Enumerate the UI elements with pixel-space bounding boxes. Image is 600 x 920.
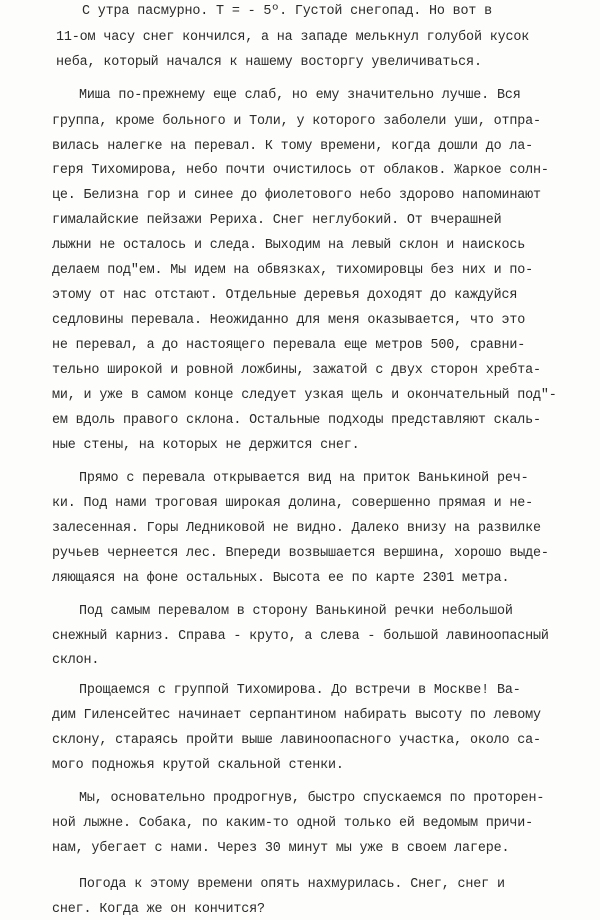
text-line: снег. Когда же он кончится? bbox=[52, 902, 265, 917]
text-line: седловины перевала. Неожиданно для меня оказывается, что это bbox=[52, 313, 526, 328]
text-line: 11-ом часу снег кончился, а на западе мелькнул голубой кусок bbox=[56, 30, 530, 45]
text-line: нам, убегает с нами. Через 30 минут мы уже в своем лагере. bbox=[52, 841, 510, 856]
text-line: ные стены, на которых не держится снег. bbox=[52, 438, 360, 453]
text-line: гималайские пейзажи Рериха. Снег неглубокий. От вчерашней bbox=[52, 213, 502, 228]
text-line: делаем под"ем. Мы идем на обвязках, тихомировцы без них и по- bbox=[52, 263, 534, 278]
text-line: ной лыжне. Собака, по каким-то одной только ей ведомым причи- bbox=[52, 816, 534, 831]
text-line: мого подножья крутой скальной стенки. bbox=[52, 758, 344, 773]
text-line: Погода к этому времени опять нахмурилась. Снег, снег и bbox=[79, 877, 505, 892]
text-line: ляющаяся на фоне остальных. Высота ее по карте 2301 метра. bbox=[52, 571, 510, 586]
text-line: ки. Под нами троговая широкая долина, совершенно прямая и не- bbox=[52, 496, 534, 511]
text-line: С утра пасмурно. Т = - 5º. Густой снегопад. Но вот в bbox=[82, 4, 493, 19]
text-line: вилась налегке на перевал. К тому времени, когда дошли до ла- bbox=[52, 139, 534, 154]
text-line: Прощаемся с группой Тихомирова. До встречи в Москве! Ва- bbox=[79, 683, 521, 698]
text-line: Под самым перевалом в сторону Ванькиной речки небольшой bbox=[79, 604, 513, 619]
text-line: ручьев чернеется лес. Впереди возвышается вершина, хорошо выде- bbox=[52, 546, 549, 561]
text-line: склон. bbox=[52, 653, 100, 668]
text-line: Прямо с перевала открывается вид на приток Ванькиной реч- bbox=[79, 471, 529, 486]
text-line: неба, который начался к нашему восторгу увеличиваться. bbox=[56, 55, 482, 70]
text-line: группа, кроме больного и Толи, у которого заболели уши, отпра- bbox=[52, 114, 541, 129]
text-line: Мы, основательно продрогнув, быстро спускаемся по проторен- bbox=[79, 791, 545, 806]
text-line: тельно широкой и ровной ложбины, зажатой с двух сторон хребта- bbox=[52, 363, 541, 378]
text-line: этому от нас отстают. Отдельные деревья доходят до каждуйся bbox=[52, 288, 518, 303]
text-line: геря Тихомирова, небо почти очистилось от облаков. Жаркое солн- bbox=[52, 163, 549, 178]
text-line: ем вдоль правого склона. Остальные подходы представляют скаль- bbox=[52, 413, 541, 428]
text-line: це. Белизна гор и синее до фиолетового небо здорово напоминают bbox=[52, 188, 541, 203]
text-line: Миша по-прежнему еще слаб, но ему значительно лучше. Вся bbox=[79, 88, 521, 103]
text-line: не перевал, а до настоящего перевала еще метров 500, сравни- bbox=[52, 338, 526, 353]
text-line: лыжни не осталось и следа. Выходим на левый склон и наискось bbox=[52, 238, 526, 253]
text-line: ми, и уже в самом конце следует узкая щель и окончательный под"- bbox=[52, 388, 557, 403]
text-line: склону, стараясь пройти выше лавиноопасного участка, около са- bbox=[52, 733, 541, 748]
text-line: снежный карниз. Справа - круто, а слева - большой лавиноопасный bbox=[52, 629, 549, 644]
text-line: залесенная. Горы Ледниковой не видно. Далеко внизу на развилке bbox=[52, 521, 541, 536]
text-line: дим Гиленсейтес начинает серпантином набирать высоту по левому bbox=[52, 708, 541, 723]
